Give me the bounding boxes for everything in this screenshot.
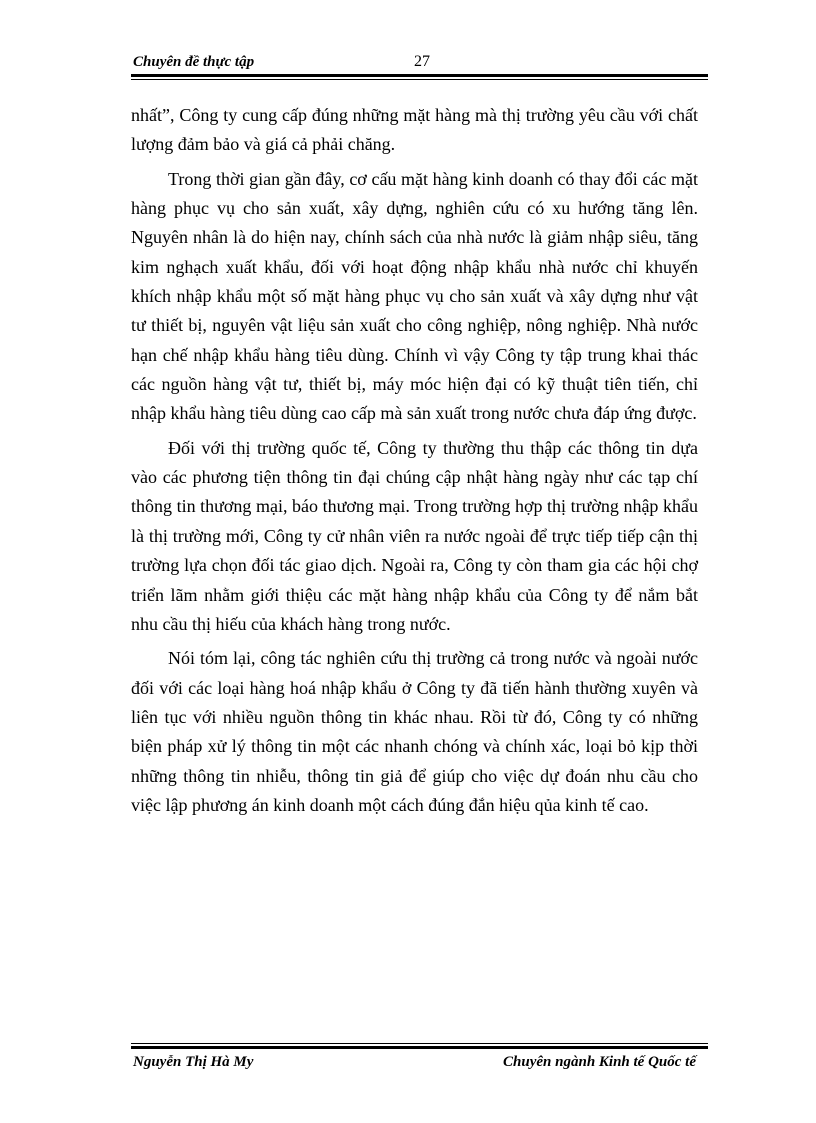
page-header [131,52,708,74]
page-body [131,101,698,825]
paragraph-continuation: nhất”, Công ty cung cấp đúng những mặt hàng mà thị trường yêu cầu với chất lượng đảm bảo và giá cả phải chăng. [131,105,698,155]
footer-major: Chuyên ngành Kinh tế Quốc tế [503,1054,696,1070]
paragraph-international-market: Đối với thị trường quốc tế, Công ty thường thu thập các thông tin dựa vào các phương tiện thông tin đại chúng cập nhật hàng ngày như các tạp chí thông tin thương mại, báo thương mại. Trong trường hợp thị trường nhập khẩu là thị trường mới, Công ty cử nhân viên ra nước ngoài để trực tiếp tiếp cận thị trường lựa chọn đối tác giao dịch. Ngoài ra, Công ty còn tham gia các hội chợ triển lãm nhằm giới thiệu các mặt hàng nhập khẩu của Công ty để nắm bắt nhu cầu thị hiếu của khách hàng trong nước. [131,437,698,634]
header-rule [131,74,708,80]
header-title: Chuyên đề thực tập [133,54,255,70]
page-footer [131,1052,696,1074]
footer-author: Nguyễn Thị Hà My [133,1054,254,1070]
paragraph-summary: Nói tóm lại, công tác nghiên cứu thị trường cả trong nước và ngoài nước đối với các loại hàng hoá nhập khẩu ở Công ty đã tiến hành thường xuyên và liên tục với nhiều nguồn thông tin khác nhau. Rồi từ đó, Công ty có những biện pháp xử lý thông tin một các nhanh chóng và chính xác, loại bỏ kịp thời những thông tin nhiễu, thông tin giả để giúp cho việc dự đoán nhu cầu cho việc lập phương án kinh doanh một cách đúng đắn hiệu qủa kinh tế cao. [131,648,698,815]
page-number: 27 [414,53,430,70]
footer-rule [131,1043,708,1049]
paragraph-product-structure: Trong thời gian gần đây, cơ cấu mặt hàng kinh doanh có thay đổi các mặt hàng phục vụ cho sản xuất, xây dựng, nghiên cứu có xu hướng tăng lên. Nguyên nhân là do hiện nay, chính sách của nhà nước là giảm nhập siêu, tăng kim nghạch xuất khẩu, đối với hoạt động nhập khẩu nhà nước chỉ khuyến khích nhập khẩu một số mặt hàng phục vụ cho sản xuất và xây dựng như vật tư thiết bị, nguyên vật liệu sản xuất cho công nghiệp, nông nghiệp. Nhà nước hạn chế nhập khẩu hàng tiêu dùng. Chính vì vậy Công ty tập trung khai thác các nguồn hàng vật tư, thiết bị, máy móc hiện đại có kỹ thuật tiên tiến, chỉ nhập khẩu hàng tiêu dùng cao cấp mà sản xuất trong nước chưa đáp ứng được. [131,168,698,424]
